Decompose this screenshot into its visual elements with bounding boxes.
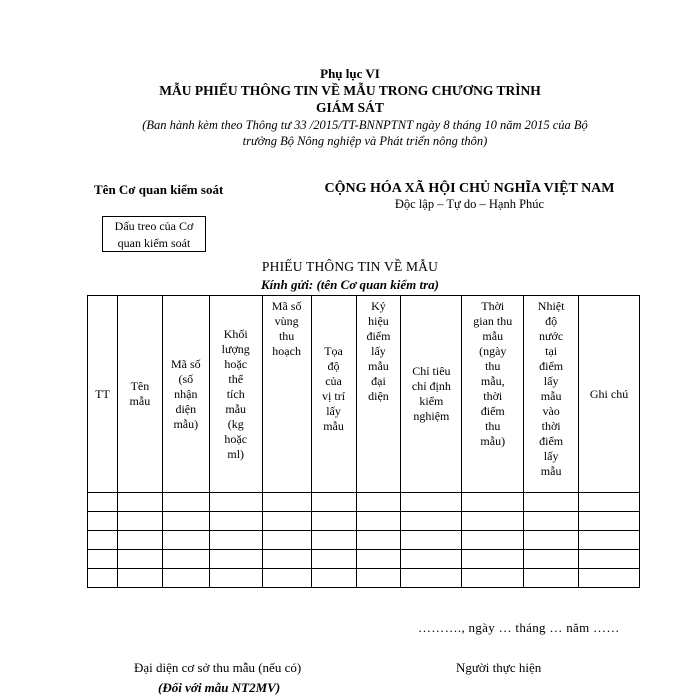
table-row — [88, 531, 640, 550]
table-cell-chi-tieu[interactable] — [401, 493, 462, 512]
stamp-line1: Dấu treo của Cơ — [114, 219, 194, 233]
column-header-line: đại — [371, 374, 386, 388]
column-header-thoi-gian — [462, 296, 524, 493]
column-header-line: thu — [485, 419, 501, 433]
column-header-text — [580, 296, 638, 492]
column-header-line: mẫu) — [480, 434, 506, 448]
column-header-line: điểm — [480, 404, 505, 418]
representative-label: Đại diện cơ sở thu mẫu (nếu có) — [134, 660, 302, 675]
column-header-line: diện — [368, 389, 389, 403]
nt2mv-note: (Đối với mẫu NT2MV) — [158, 680, 281, 695]
column-header-line: nhận — [174, 386, 198, 401]
agency-name-label: Tên Cơ quan kiểm soát — [94, 182, 224, 197]
table-body — [88, 493, 640, 588]
column-header-line: diện — [175, 401, 197, 416]
table-cell-khoi-luong[interactable] — [209, 531, 262, 550]
table-cell-tt[interactable] — [88, 569, 118, 588]
column-header-line: Khối — [223, 326, 248, 341]
table-cell-ky-hieu[interactable] — [356, 493, 401, 512]
column-header-line: thời — [541, 419, 561, 433]
table-cell-ten-mau[interactable] — [117, 569, 162, 588]
table-cell-khoi-luong[interactable] — [209, 550, 262, 569]
column-header-line: mẫu — [368, 359, 389, 373]
table-cell-ma-so-vung[interactable] — [262, 512, 311, 531]
column-header-text — [525, 296, 577, 492]
table-cell-chi-tieu[interactable] — [401, 531, 462, 550]
table-row — [88, 512, 640, 531]
column-header-line: điểm — [366, 329, 391, 343]
column-header-text — [313, 296, 355, 492]
column-header-line: hoạch — [272, 344, 301, 358]
column-header-line: Mã số — [170, 356, 201, 371]
column-header-text — [211, 296, 261, 492]
table-header-row — [88, 296, 640, 493]
column-header-line: Tọa — [324, 344, 343, 358]
column-header-line: mẫu — [482, 329, 504, 343]
column-header-line: lượng — [221, 341, 250, 356]
column-header-line: điểm — [539, 434, 564, 448]
column-header-nhiet-do — [524, 296, 579, 493]
table-cell-toa-do[interactable] — [311, 569, 356, 588]
issuance-note-line1: (Ban hành kèm theo Thông tư 33 /2015/TT-BNNPTNT ngày 8 tháng 10 năm 2015 của Bộ — [142, 118, 588, 132]
column-header-line: lấy — [326, 404, 341, 418]
national-title: CỘNG HÓA XÃ HỘI CHỦ NGHĨA VIỆT NAM — [324, 181, 615, 196]
table-cell-chi-tieu[interactable] — [401, 512, 462, 531]
column-header-line: kiểm — [419, 394, 444, 408]
column-header-line: lấy — [543, 374, 559, 388]
column-header-ma-so — [162, 296, 209, 493]
agency-stamp-box — [102, 216, 206, 252]
table-cell-khoi-luong[interactable] — [209, 512, 262, 531]
table-row — [88, 569, 640, 588]
table-cell-ma-so-vung[interactable] — [262, 569, 311, 588]
table-cell-nhiet-do[interactable] — [524, 531, 579, 550]
column-header-line: hoặc — [224, 431, 248, 446]
column-header-line: mẫu) — [173, 416, 199, 431]
column-header-line: độ — [327, 359, 340, 373]
stamp-line2: quan kiểm soát — [117, 236, 191, 250]
column-header-text — [89, 296, 116, 492]
document-title-line1: MẪU PHIẾU THÔNG TIN VỀ MẪU TRONG CHƯƠNG TRÌNH — [159, 83, 541, 98]
table-cell-thoi-gian[interactable] — [462, 493, 524, 512]
column-header-line: tại — [545, 344, 558, 358]
table-cell-chi-tieu[interactable] — [401, 550, 462, 569]
column-header-line: mẫu — [540, 464, 562, 478]
column-header-toa-do — [311, 296, 356, 493]
column-header-text — [119, 296, 161, 492]
column-header-line: (ngày — [479, 344, 507, 358]
column-header-line: lấy — [371, 344, 386, 358]
column-header-line: thu — [485, 359, 501, 373]
column-header-line: Ký — [371, 299, 386, 313]
table-cell-thoi-gian[interactable] — [462, 569, 524, 588]
column-header-line: Thời — [481, 299, 505, 313]
date-line: ………., ngày … tháng … năm …… — [418, 620, 620, 635]
issuance-note — [100, 117, 630, 149]
table-cell-ten-mau[interactable] — [117, 493, 162, 512]
column-header-ghi-chu — [579, 296, 640, 493]
table-cell-thoi-gian[interactable] — [462, 512, 524, 531]
column-header-khoi-luong — [209, 296, 262, 493]
table-cell-nhiet-do[interactable] — [524, 512, 579, 531]
column-header-ten-mau — [117, 296, 162, 493]
column-header-line: (số — [178, 371, 194, 386]
column-header-text — [463, 296, 522, 492]
column-header-line: (kg — [227, 416, 244, 431]
table-cell-thoi-gian[interactable] — [462, 550, 524, 569]
table-cell-ghi-chu[interactable] — [579, 550, 640, 569]
table-cell-toa-do[interactable] — [311, 512, 356, 531]
column-header-line: vùng — [274, 314, 299, 328]
form-title: PHIẾU THÔNG TIN VỀ MẪU — [261, 259, 439, 274]
table-cell-ma-so[interactable] — [162, 531, 209, 550]
table-cell-tt[interactable] — [88, 550, 118, 569]
column-header-line: thể — [228, 371, 244, 386]
table-cell-thoi-gian[interactable] — [462, 531, 524, 550]
column-header-line: mẫu — [323, 419, 344, 433]
table-cell-nhiet-do[interactable] — [524, 569, 579, 588]
table-cell-ghi-chu[interactable] — [579, 512, 640, 531]
table-cell-ten-mau[interactable] — [117, 531, 162, 550]
column-header-line: mẫu, — [480, 374, 505, 388]
column-header-text — [264, 296, 310, 492]
document-title-line2: GIÁM SÁT — [316, 100, 384, 115]
table-cell-ma-so-vung[interactable] — [262, 550, 311, 569]
recipient-line: Kính gửi: (tên Cơ quan kiểm tra) — [260, 277, 439, 292]
column-header-line: gian thu — [473, 314, 513, 328]
table-row — [88, 550, 640, 569]
column-header-line: nước — [539, 329, 564, 343]
table-cell-ma-so[interactable] — [162, 550, 209, 569]
table-cell-ky-hieu[interactable] — [356, 569, 401, 588]
executor-label: Người thực hiện — [456, 660, 542, 675]
column-header-line: Ghi chú — [589, 386, 629, 401]
table-cell-tt[interactable] — [88, 531, 118, 550]
column-header-text — [358, 296, 400, 492]
column-header-line: của — [325, 374, 342, 388]
table-cell-ma-so[interactable] — [162, 493, 209, 512]
table-cell-ghi-chu[interactable] — [579, 569, 640, 588]
table-cell-chi-tieu[interactable] — [401, 569, 462, 588]
table-cell-ma-so[interactable] — [162, 512, 209, 531]
column-header-line: vị trí — [322, 389, 346, 403]
table-cell-nhiet-do[interactable] — [524, 550, 579, 569]
column-header-line: hiệu — [368, 314, 389, 328]
column-header-line: lấy — [543, 449, 559, 463]
table-cell-khoi-luong[interactable] — [209, 493, 262, 512]
column-header-line: Tên — [130, 379, 150, 393]
column-header-chi-tieu — [401, 296, 462, 493]
column-header-line: nghiệm — [413, 409, 450, 423]
appendix-label: Phụ lục VI — [320, 66, 380, 81]
national-motto: Độc lập – Tự do – Hạnh Phúc — [394, 197, 545, 211]
table-cell-ma-so[interactable] — [162, 569, 209, 588]
column-header-tt — [88, 296, 118, 493]
table-cell-khoi-luong[interactable] — [209, 569, 262, 588]
column-header-line: thu — [278, 329, 295, 343]
column-header-line: TT — [95, 386, 110, 401]
column-header-line: tích — [226, 386, 245, 401]
column-header-line: hoặc — [224, 356, 248, 371]
column-header-line: mẫu — [225, 401, 247, 416]
table-row — [88, 493, 640, 512]
column-header-ma-so-vung — [262, 296, 311, 493]
column-header-line: mẫu — [129, 394, 151, 408]
column-header-text — [164, 296, 208, 492]
table-cell-ky-hieu[interactable] — [356, 550, 401, 569]
column-header-line: Mã số — [271, 299, 302, 313]
table-cell-nhiet-do[interactable] — [524, 493, 579, 512]
column-header-line: điểm — [539, 359, 564, 373]
table-cell-toa-do[interactable] — [311, 493, 356, 512]
column-header-line: mẫu — [540, 389, 562, 403]
table-cell-ghi-chu[interactable] — [579, 531, 640, 550]
sample-info-table — [87, 295, 640, 588]
column-header-ky-hieu — [356, 296, 401, 493]
table-cell-ten-mau[interactable] — [117, 550, 162, 569]
column-header-line: Nhiệt — [537, 299, 565, 313]
table-cell-toa-do[interactable] — [311, 550, 356, 569]
column-header-line: chỉ định — [411, 379, 451, 393]
table-cell-toa-do[interactable] — [311, 531, 356, 550]
issuance-note-line2: trưởng Bộ Nông nghiệp và Phát triển nông thôn) — [242, 134, 488, 148]
column-header-line: Chỉ tiêu — [412, 364, 451, 378]
table-cell-tt[interactable] — [88, 493, 118, 512]
column-header-line: ml) — [227, 446, 245, 461]
table-cell-ky-hieu[interactable] — [356, 512, 401, 531]
column-header-text — [402, 296, 460, 492]
table-cell-ma-so-vung[interactable] — [262, 531, 311, 550]
table-cell-ky-hieu[interactable] — [356, 531, 401, 550]
table-cell-ma-so-vung[interactable] — [262, 493, 311, 512]
table-cell-ghi-chu[interactable] — [579, 493, 640, 512]
column-header-line: độ — [545, 314, 558, 328]
table-cell-ten-mau[interactable] — [117, 512, 162, 531]
column-header-line: thời — [483, 389, 503, 403]
column-header-line: vào — [542, 404, 560, 418]
table-cell-tt[interactable] — [88, 512, 118, 531]
